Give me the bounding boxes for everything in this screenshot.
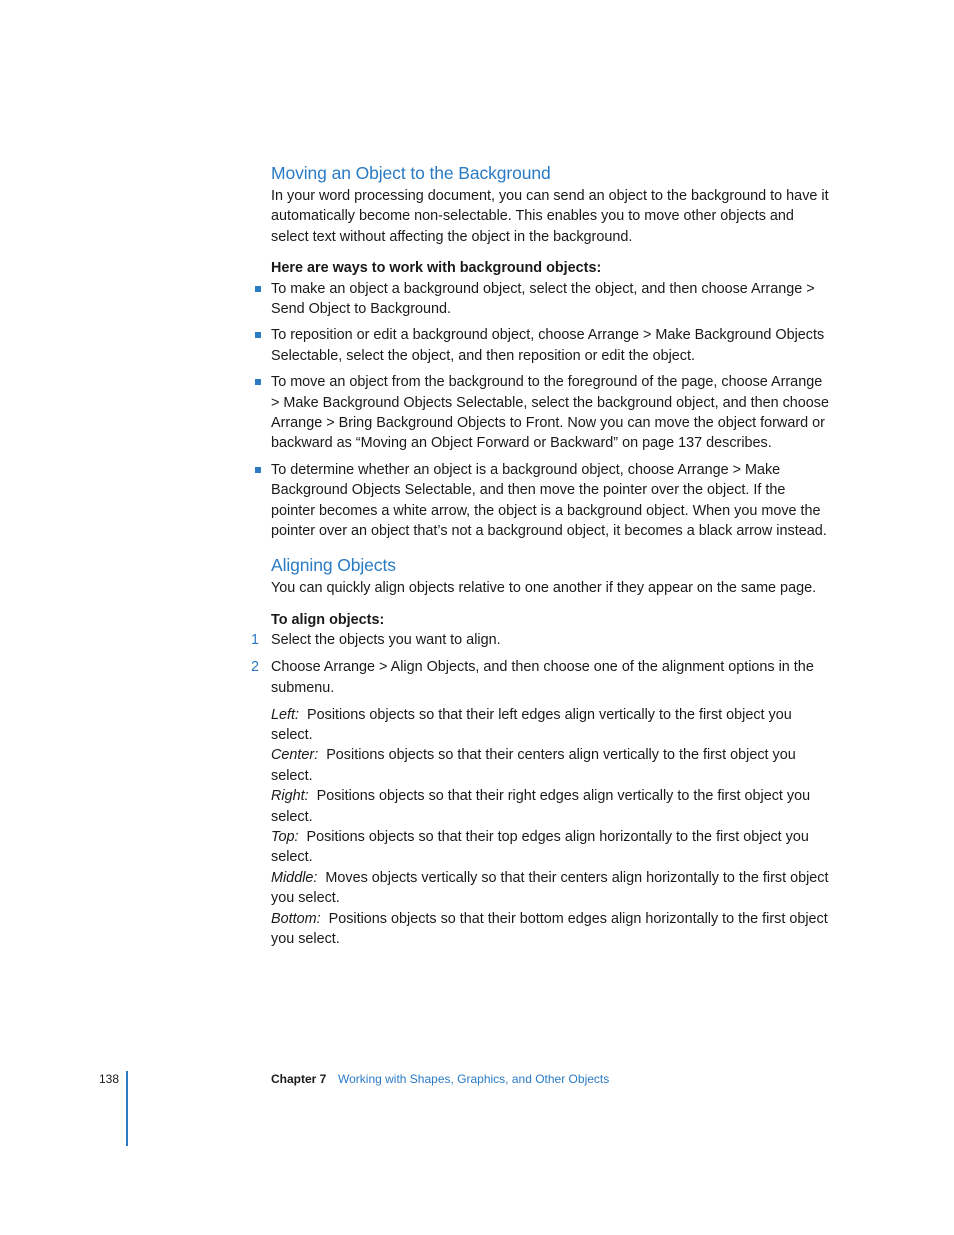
- option-desc: Positions objects so that their bottom edges align horizontally to the first object you select.: [271, 910, 828, 947]
- section-aligning: [251, 552, 831, 950]
- task-lead: Here are ways to work with background objects:: [271, 260, 602, 277]
- option-term: Bottom:: [271, 910, 321, 927]
- section-background: [271, 160, 831, 542]
- bullet-square-icon: [255, 286, 261, 292]
- option-desc: Positions objects so that their top edges align horizontally to the first object you select.: [271, 828, 809, 866]
- bullet-text: To determine whether an object is a background object, choose Arrange > Make Background Objects Selectable, and then move the pointer over the object. If the pointer becomes a white arrow, the object is a background object. When you move the pointer over an object that’s not a background object, it becomes a black arrow instead.: [271, 461, 827, 540]
- step-number: 1: [251, 632, 260, 649]
- step-item: [251, 630, 831, 650]
- step-number: 2: [251, 659, 260, 676]
- option-bottom: [271, 909, 831, 950]
- option-middle: [271, 868, 831, 909]
- alignment-options: [271, 705, 831, 950]
- option-term: Left:: [271, 706, 300, 723]
- section-intro: You can quickly align objects relative to one another if they appear on the same page.: [271, 579, 817, 596]
- bullet-text: To move an object from the background to the foreground of the page, choose Arrange > Make Background Objects Selectable, select the background object, and then choose Arrange > Bring Background Objects to Front. Now you can move the object forward or backward as “Moving an Object Forward or Backward” on page 137 describes.: [271, 374, 829, 452]
- option-left: [271, 705, 831, 746]
- section-heading: Aligning Objects: [271, 554, 396, 575]
- footer-chapter-label: Chapter 7: [271, 1072, 327, 1086]
- footer-chapter-title: Working with Shapes, Graphics, and Other Objects: [338, 1072, 610, 1086]
- option-desc: Positions objects so that their right edges align vertically to the first object you select.: [271, 788, 811, 825]
- bullet-text: To make an object a background object, select the object, and then choose Arrange > Send Object to Background.: [271, 280, 815, 318]
- bullet-list: [271, 279, 831, 542]
- option-center: [271, 745, 831, 786]
- bullet-square-icon: [255, 379, 261, 385]
- task-lead: To align objects:: [271, 611, 385, 628]
- step-item: [251, 657, 831, 698]
- bullet-text: To reposition or edit a background object, choose Arrange > Make Background Objects Selectable, select the object, and then reposition or edit the object.: [271, 327, 825, 364]
- step-text: Select the objects you want to align.: [271, 632, 501, 649]
- bullet-item: [271, 279, 831, 320]
- bullet-item: [271, 325, 831, 366]
- bullet-square-icon: [255, 467, 261, 473]
- bullet-item: [271, 460, 831, 542]
- page-content: [251, 160, 831, 949]
- section-heading: Moving an Object to the Background: [271, 163, 551, 183]
- bullet-square-icon: [255, 332, 261, 338]
- option-term: Right:: [271, 788, 309, 805]
- step-list: [251, 630, 831, 698]
- option-desc: Moves objects vertically so that their centers align horizontally to the first object you select.: [271, 869, 829, 907]
- bullet-item: [271, 372, 831, 454]
- footer-divider: [126, 1071, 128, 1146]
- option-term: Top:: [271, 828, 299, 845]
- option-desc: Positions objects so that their centers align vertically to the first object you select.: [271, 747, 796, 784]
- option-right: [271, 786, 831, 827]
- page-number: 138: [99, 1072, 120, 1086]
- option-term: Middle:: [271, 869, 318, 886]
- option-desc: Positions objects so that their left edges align vertically to the first object you select.: [271, 706, 792, 743]
- section-intro: In your word processing document, you can send an object to the background to have it automatically become non-selectable. This enables you to move other objects and select text without affecting the object in the background.: [271, 188, 829, 245]
- step-text: Choose Arrange > Align Objects, and then choose one of the alignment options in the submenu.: [271, 659, 814, 696]
- option-top: [271, 827, 831, 868]
- option-term: Center:: [271, 747, 319, 764]
